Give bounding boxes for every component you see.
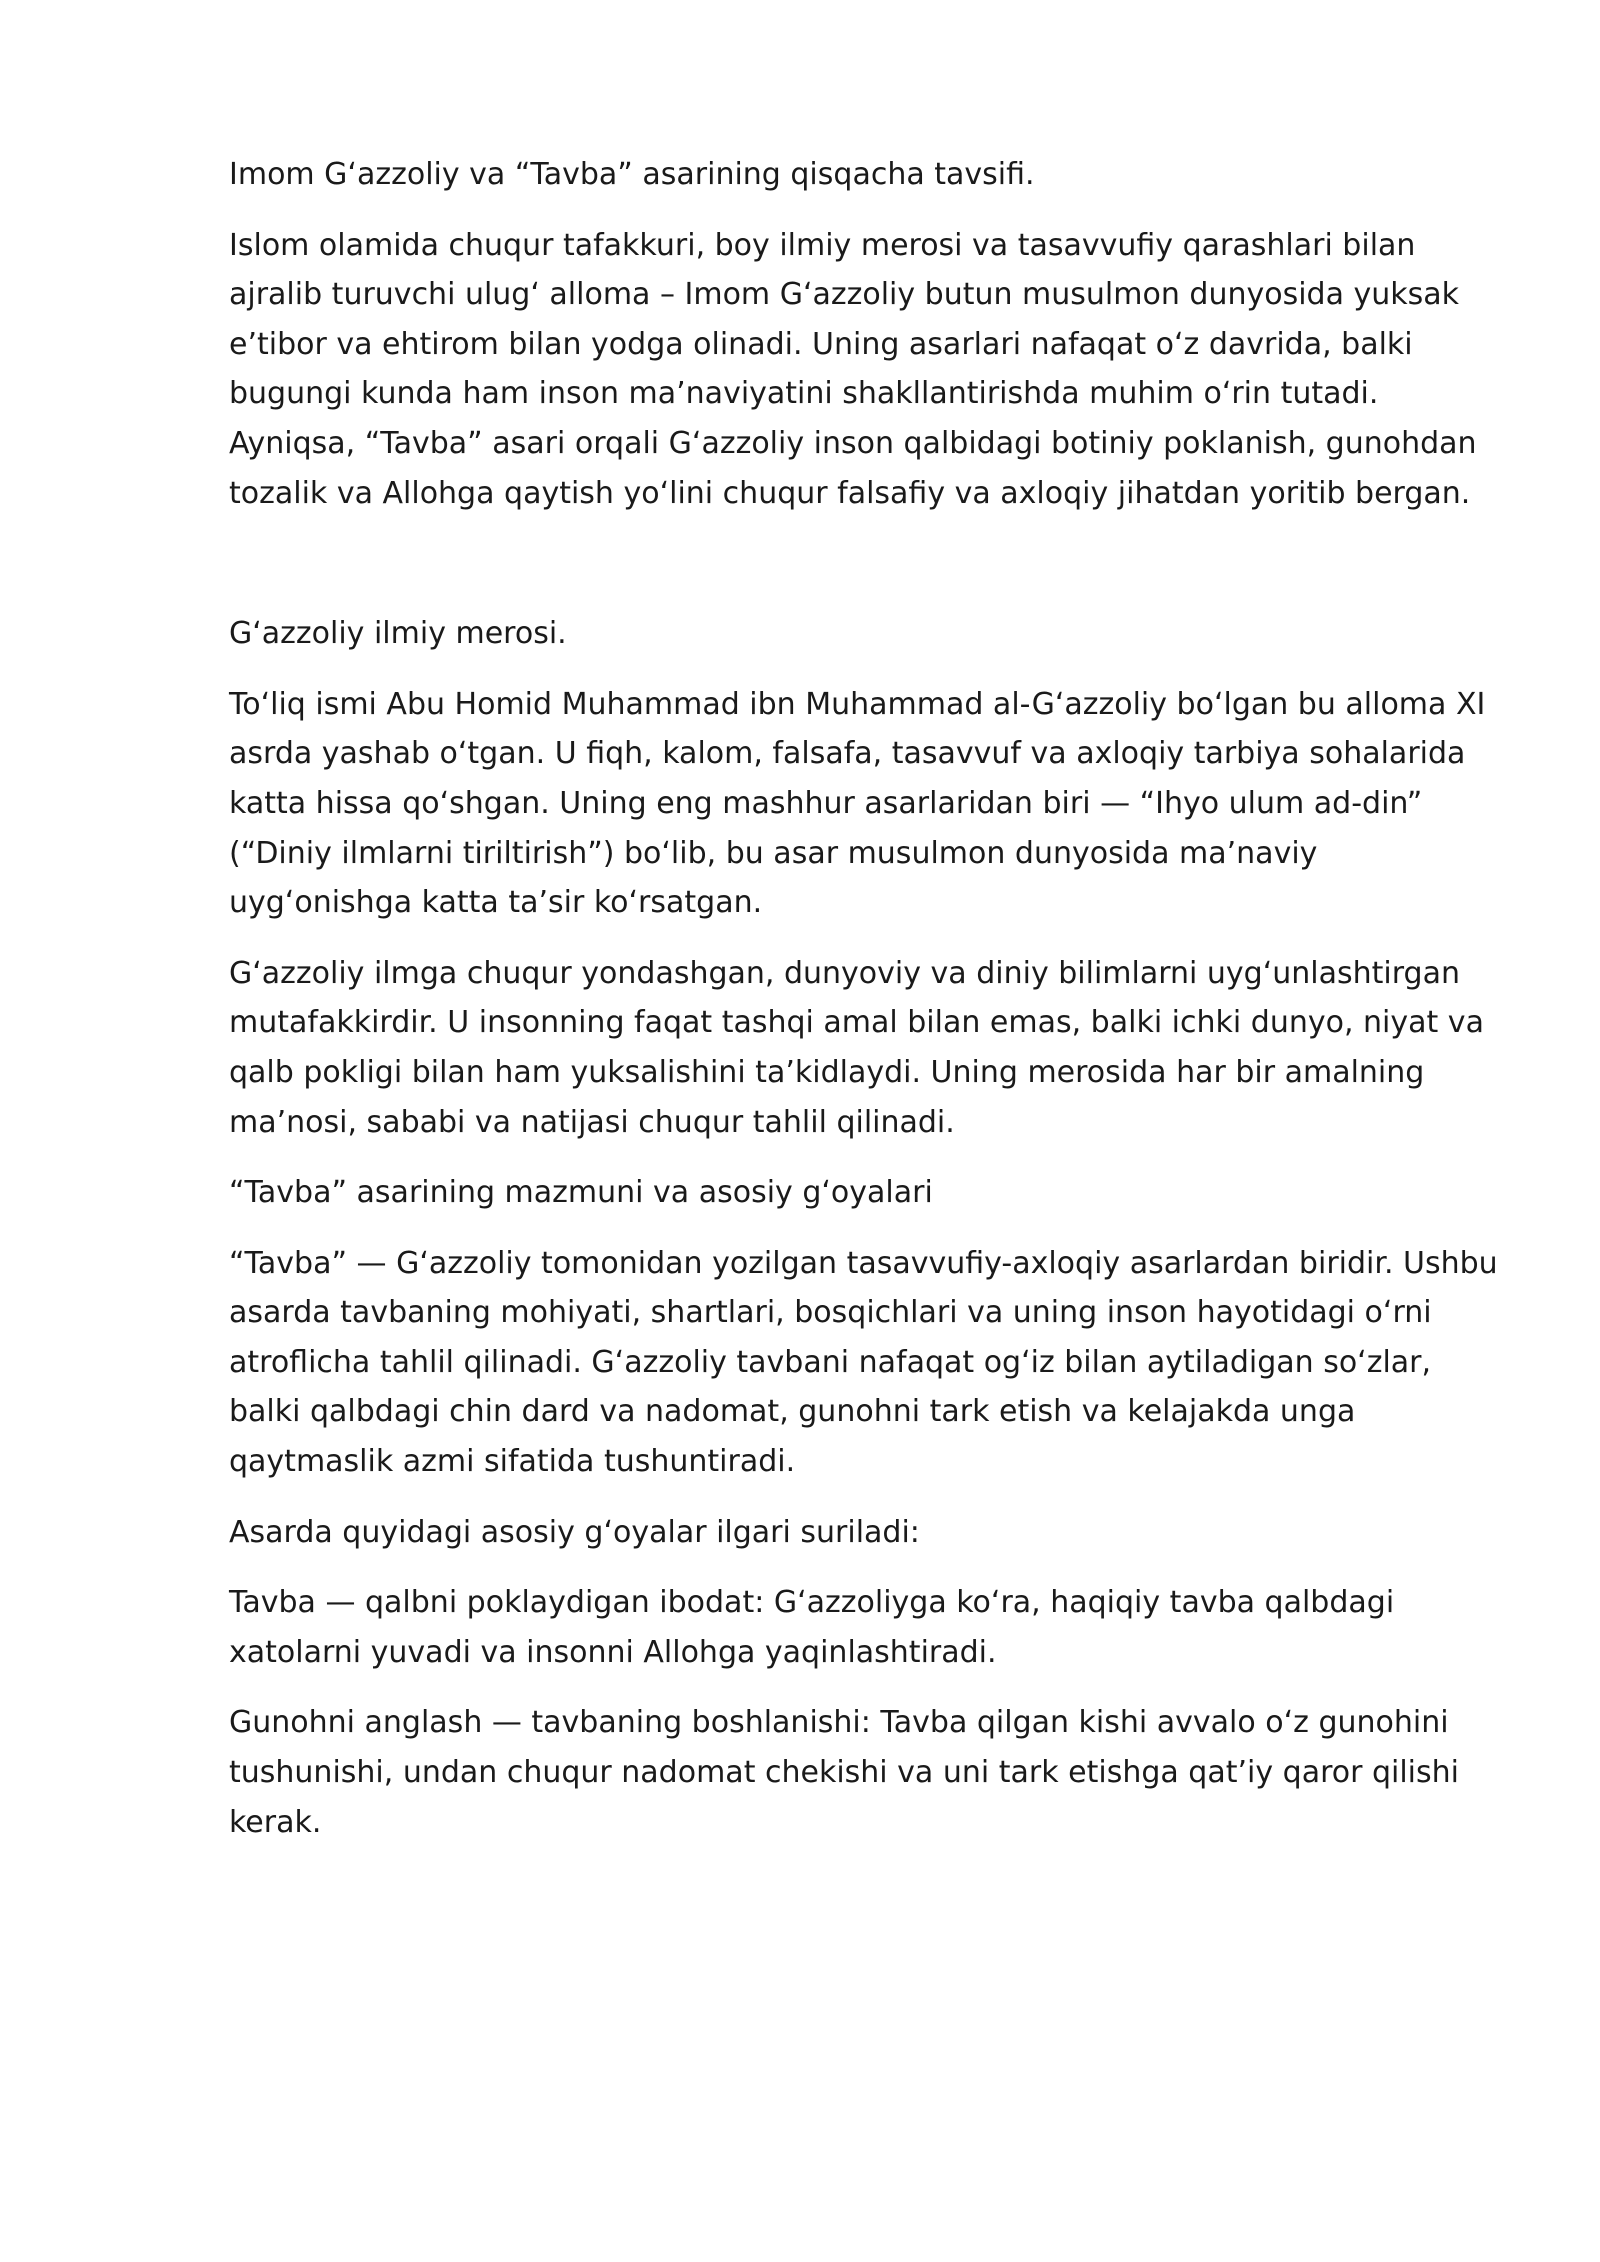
title-paragraph: Imom Gʻazzoliy va “Tavba” asarining qisqacha tavsifi. [229, 157, 1035, 192]
intro-paragraph: Islom olamida chuqur tafakkuri, boy ilmiy merosi va tasavvufiy qarashlari bilan ajralib turuvchi ulugʻ alloma – Imom Gʻazzoliy butun musulmon dunyosida yuksak eʼtibor va ehtirom bilan yodga olinadi. Uning asarlari nafaqat oʻz davrida, balki bugungi kunda ham inson maʼnaviyatini shakllantirishda muhim oʻrin tutadi. Ayniqsa, “Tavba” asari orqali Gʻazzoliy inson qalbidagi botiniy poklanish, gunohdan tozalik va Allohga qaytish yoʻlini chuqur falsafiy va axloqiy jihatdan yoritib bergan. [229, 227, 1477, 511]
idea-paragraph-2: Gunohni anglash — tavbaning boshlanishi: Tavba qilgan kishi avvalo oʻz gunohini tushunishi, undan chuqur nadomat chekishi va uni tark etishga qatʼiy qaror qilishi kerak. [229, 1705, 1459, 1840]
section-heading-tavba: “Tavba” asarining mazmuni va asosiy gʻoyalari [229, 1175, 933, 1211]
heritage-paragraph: Toʻliq ismi Abu Homid Muhammad ibn Muhammad al-Gʻazzoliy boʻlgan bu alloma XI asrda yashab oʻtgan. U fiqh, kalom, falsafa, tasavvuf va axloqiy tarbiya sohalarida katta hissa qoʻshgan. Uning eng mashhur asarlaridan biri — “Ihyo ulum ad-din” (“Diniy ilmlarni tiriltirish”) boʻlib, bu asar musulmon dunyosida maʼnaviy uygʻonishga katta taʼsir koʻrsatgan. [229, 686, 1486, 921]
ideas-intro-paragraph: Asarda quyidagi asosiy gʻoyalar ilgari suriladi: [229, 1514, 920, 1550]
document-body [229, 150, 1499, 1868]
section-heading-heritage: Gʻazzoliy ilmiy merosi. [229, 616, 567, 652]
thinker-paragraph: Gʻazzoliy ilmga chuqur yondashgan, dunyoviy va diniy bilimlarni uygʻunlashtirgan mutafakkirdir. U insonning faqat tashqi amal bilan emas, balki ichki dunyo, niyat va qalb pokligi bilan ham yuksalishini taʼkidlaydi. Uning merosida har bir amalning maʼnosi, sababi va natijasi chuqur tahlil qilinadi. [229, 955, 1484, 1140]
idea-paragraph-1: Tavba — qalbni poklaydigan ibodat: Gʻazzoliyga koʻra, haqiqiy tavba qalbdagi xatolarni yuvadi va insonni Allohga yaqinlashtiradi. [229, 1585, 1395, 1670]
tavba-paragraph: “Tavba” — Gʻazzoliy tomonidan yozilgan tasavvufiy-axloqiy asarlardan biridir. Ushbu asarda tavbaning mohiyati, shartlari, bosqichlari va uning inson hayotidagi oʻrni atroflicha tahlil qilinadi. Gʻazzoliy tavbani nafaqat ogʻiz bilan aytiladigan soʻzlar, balki qalbdagi chin dard va nadomat, gunohni tark etish va kelajakda unga qaytmaslik azmi sifatida tushuntiradi. [229, 1245, 1498, 1480]
